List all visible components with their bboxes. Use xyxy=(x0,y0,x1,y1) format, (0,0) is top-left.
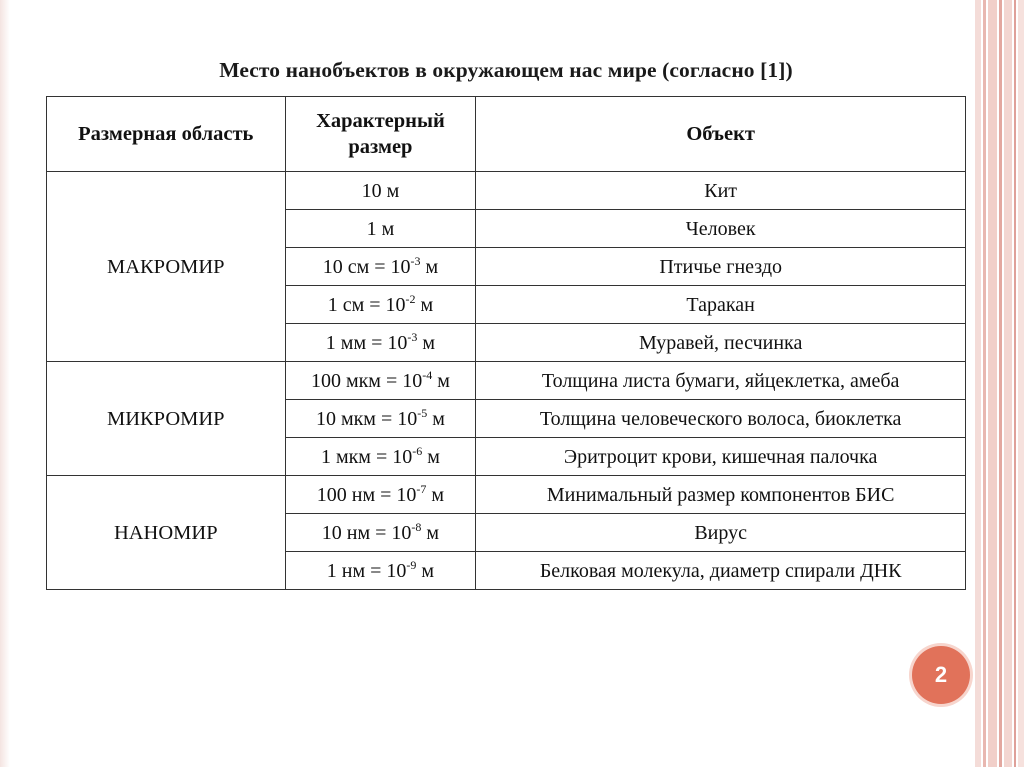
size-cell xyxy=(285,210,476,248)
size-unit: м xyxy=(422,445,440,468)
size-value: 1 м xyxy=(366,217,395,240)
size-unit: м xyxy=(426,483,445,506)
size-unit: м xyxy=(415,293,434,316)
size-value: 10 мкм = 10 xyxy=(315,407,418,430)
object-cell: Минимальный размер компонентов БИС xyxy=(476,476,966,514)
size-exponent: -8 xyxy=(411,519,422,534)
object-cell: Кит xyxy=(476,172,966,210)
size-exponent: -9 xyxy=(406,557,417,572)
size-cell xyxy=(285,324,476,362)
size-unit: м xyxy=(421,521,440,544)
decor-stripe xyxy=(1014,0,1016,767)
size-cell xyxy=(285,400,476,438)
object-cell: Птичье гнездо xyxy=(476,248,966,286)
size-value: 10 нм = 10 xyxy=(321,521,412,544)
object-cell: Человек xyxy=(476,210,966,248)
slide-title: Место нанобъектов в окружающем нас мире (согласно [1]) xyxy=(219,58,793,82)
decor-stripe xyxy=(1004,0,1012,767)
size-exponent: -2 xyxy=(405,291,416,306)
object-cell: Таракан xyxy=(476,286,966,324)
header-size xyxy=(285,97,476,172)
decor-stripe xyxy=(975,0,981,767)
size-unit: м xyxy=(427,407,445,430)
object-cell: Эритроцит крови, кишечная палочка xyxy=(476,438,966,476)
table-row xyxy=(47,362,966,400)
left-edge-shadow xyxy=(0,0,10,767)
size-exponent: -7 xyxy=(416,481,427,496)
size-exponent: -6 xyxy=(412,443,423,458)
size-unit: м xyxy=(420,255,439,278)
decor-stripe xyxy=(983,0,986,767)
region-cell: МАКРОМИР xyxy=(47,172,286,362)
size-unit: м xyxy=(416,559,435,582)
header-object: Объект xyxy=(476,97,966,172)
object-cell: Муравей, песчинка xyxy=(476,324,966,362)
size-value: 1 мкм = 10 xyxy=(320,445,413,468)
size-cell xyxy=(285,172,476,210)
size-exponent: -3 xyxy=(410,253,421,268)
decor-stripe xyxy=(999,0,1002,767)
size-value: 10 м xyxy=(361,179,400,202)
table-body xyxy=(47,172,966,590)
size-cell xyxy=(285,552,476,590)
size-value: 1 нм = 10 xyxy=(326,559,407,582)
size-value: 100 нм = 10 xyxy=(316,483,417,506)
size-exponent: -3 xyxy=(407,329,418,344)
size-unit: м xyxy=(417,331,436,354)
size-exponent: -4 xyxy=(422,367,433,382)
region-cell: МИКРОМИР xyxy=(47,362,286,476)
size-cell xyxy=(285,476,476,514)
size-table xyxy=(46,96,966,590)
object-cell: Толщина человеческого волоса, биоклетка xyxy=(476,400,966,438)
size-value: 1 мм = 10 xyxy=(325,331,408,354)
object-cell: Белковая молекула, диаметр спирали ДНК xyxy=(476,552,966,590)
header-size-line1: Характерный xyxy=(316,110,445,132)
size-cell xyxy=(285,438,476,476)
size-value: 1 см = 10 xyxy=(327,293,406,316)
size-value: 100 мкм = 10 xyxy=(310,369,423,392)
decor-stripe xyxy=(988,0,997,767)
size-unit: м xyxy=(432,369,450,392)
object-cell: Толщина листа бумаги, яйцеклетка, амеба xyxy=(476,362,966,400)
size-cell xyxy=(285,248,476,286)
table-row xyxy=(47,476,966,514)
header-size-line2: размер xyxy=(348,136,413,158)
table-row xyxy=(47,172,966,210)
size-cell xyxy=(285,286,476,324)
page-number-badge: 2 xyxy=(912,646,970,704)
object-cell: Вирус xyxy=(476,514,966,552)
size-exponent: -5 xyxy=(417,405,428,420)
decor-stripe xyxy=(1018,0,1024,767)
size-cell xyxy=(285,362,476,400)
header-region: Размерная область xyxy=(47,97,286,172)
size-value: 10 см = 10 xyxy=(322,255,411,278)
table-header-row xyxy=(47,97,966,172)
region-cell: НАНОМИР xyxy=(47,476,286,590)
size-cell xyxy=(285,514,476,552)
